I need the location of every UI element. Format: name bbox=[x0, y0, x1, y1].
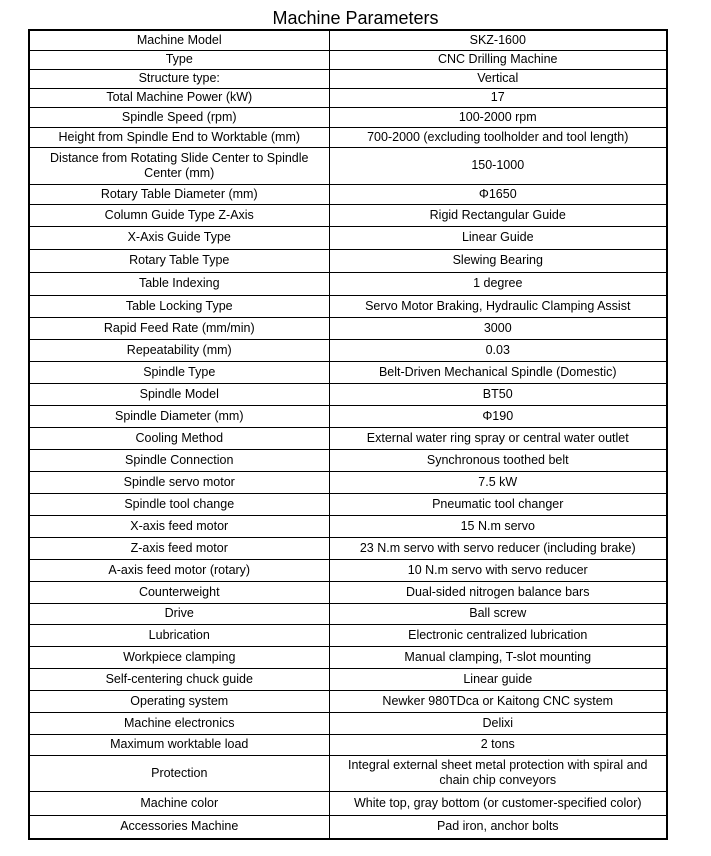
parameter-name-cell: Rotary Table Type bbox=[29, 249, 329, 272]
parameter-name-cell: Spindle Type bbox=[29, 361, 329, 383]
parameter-name-cell: Protection bbox=[29, 755, 329, 791]
table-row bbox=[29, 791, 667, 815]
parameter-name-cell: Distance from Rotating Slide Center to Spindle Center (mm) bbox=[29, 147, 329, 184]
table-row bbox=[29, 88, 667, 107]
parameter-name-cell: A-axis feed motor (rotary) bbox=[29, 559, 329, 581]
parameter-value-cell: Newker 980TDca or Kaitong CNC system bbox=[329, 690, 667, 712]
table-row bbox=[29, 383, 667, 405]
parameter-value-cell: Vertical bbox=[329, 69, 667, 88]
parameter-value-cell: Linear guide bbox=[329, 668, 667, 690]
parameter-value-cell: Synchronous toothed belt bbox=[329, 449, 667, 471]
parameter-name-cell: Accessories Machine bbox=[29, 815, 329, 839]
parameter-name-cell: Rotary Table Diameter (mm) bbox=[29, 184, 329, 204]
parameter-name-cell: Self-centering chuck guide bbox=[29, 668, 329, 690]
parameter-name-cell: Rapid Feed Rate (mm/min) bbox=[29, 317, 329, 339]
table-row bbox=[29, 493, 667, 515]
table-row bbox=[29, 249, 667, 272]
table-row bbox=[29, 107, 667, 127]
table-row bbox=[29, 537, 667, 559]
parameter-value-cell: 100-2000 rpm bbox=[329, 107, 667, 127]
table-row bbox=[29, 471, 667, 493]
parameter-value-cell: 23 N.m servo with servo reducer (including brake) bbox=[329, 537, 667, 559]
parameter-value-cell: Integral external sheet metal protection with spiral and chain chip conveyors bbox=[329, 755, 667, 791]
table-row bbox=[29, 712, 667, 734]
table-row bbox=[29, 30, 667, 50]
parameter-name-cell: Total Machine Power (kW) bbox=[29, 88, 329, 107]
table-row bbox=[29, 427, 667, 449]
parameter-name-cell: Cooling Method bbox=[29, 427, 329, 449]
parameter-value-cell: Φ190 bbox=[329, 405, 667, 427]
parameter-value-cell: Servo Motor Braking, Hydraulic Clamping Assist bbox=[329, 295, 667, 317]
parameter-name-cell: Machine Model bbox=[29, 30, 329, 50]
table-row bbox=[29, 755, 667, 791]
table-row bbox=[29, 449, 667, 471]
parameter-name-cell: X-Axis Guide Type bbox=[29, 226, 329, 249]
parameter-name-cell: Spindle Diameter (mm) bbox=[29, 405, 329, 427]
parameter-value-cell: 3000 bbox=[329, 317, 667, 339]
parameter-value-cell: 1 degree bbox=[329, 272, 667, 295]
parameter-name-cell: Structure type: bbox=[29, 69, 329, 88]
parameter-value-cell: Φ1650 bbox=[329, 184, 667, 204]
table-row bbox=[29, 147, 667, 184]
table-row bbox=[29, 50, 667, 69]
table-row bbox=[29, 668, 667, 690]
parameter-value-cell: CNC Drilling Machine bbox=[329, 50, 667, 69]
parameter-value-cell: 7.5 kW bbox=[329, 471, 667, 493]
table-row bbox=[29, 361, 667, 383]
parameters-table bbox=[28, 29, 668, 840]
parameter-name-cell: Repeatability (mm) bbox=[29, 339, 329, 361]
table-row bbox=[29, 295, 667, 317]
parameter-value-cell: External water ring spray or central water outlet bbox=[329, 427, 667, 449]
parameters-table-body bbox=[29, 30, 667, 839]
table-row bbox=[29, 646, 667, 668]
table-row bbox=[29, 815, 667, 839]
parameter-name-cell: Table Locking Type bbox=[29, 295, 329, 317]
table-row bbox=[29, 69, 667, 88]
table-row bbox=[29, 603, 667, 624]
parameter-name-cell: Operating system bbox=[29, 690, 329, 712]
parameter-name-cell: Machine color bbox=[29, 791, 329, 815]
parameter-value-cell: BT50 bbox=[329, 383, 667, 405]
parameter-value-cell: 10 N.m servo with servo reducer bbox=[329, 559, 667, 581]
parameter-name-cell: Machine electronics bbox=[29, 712, 329, 734]
parameter-name-cell: Spindle Connection bbox=[29, 449, 329, 471]
parameter-value-cell: 2 tons bbox=[329, 734, 667, 755]
parameter-name-cell: Spindle servo motor bbox=[29, 471, 329, 493]
parameter-value-cell: Linear Guide bbox=[329, 226, 667, 249]
parameter-name-cell: Spindle Speed (rpm) bbox=[29, 107, 329, 127]
parameter-name-cell: Table Indexing bbox=[29, 272, 329, 295]
parameter-name-cell: Column Guide Type Z-Axis bbox=[29, 204, 329, 226]
parameter-value-cell: Delixi bbox=[329, 712, 667, 734]
parameter-name-cell: X-axis feed motor bbox=[29, 515, 329, 537]
parameter-value-cell: 15 N.m servo bbox=[329, 515, 667, 537]
table-row bbox=[29, 184, 667, 204]
parameter-name-cell: Spindle Model bbox=[29, 383, 329, 405]
parameter-name-cell: Counterweight bbox=[29, 581, 329, 603]
table-row bbox=[29, 690, 667, 712]
table-row bbox=[29, 272, 667, 295]
table-row bbox=[29, 559, 667, 581]
parameter-value-cell: 17 bbox=[329, 88, 667, 107]
page-title: Machine Parameters bbox=[272, 8, 439, 28]
table-row bbox=[29, 624, 667, 646]
parameter-name-cell: Workpiece clamping bbox=[29, 646, 329, 668]
parameter-name-cell: Type bbox=[29, 50, 329, 69]
parameter-name-cell: Spindle tool change bbox=[29, 493, 329, 515]
parameter-value-cell: SKZ-1600 bbox=[329, 30, 667, 50]
parameter-name-cell: Height from Spindle End to Worktable (mm) bbox=[29, 127, 329, 147]
table-row bbox=[29, 581, 667, 603]
table-row bbox=[29, 204, 667, 226]
parameter-value-cell: White top, gray bottom (or customer-specified color) bbox=[329, 791, 667, 815]
table-row bbox=[29, 127, 667, 147]
parameter-value-cell: 700-2000 (excluding toolholder and tool length) bbox=[329, 127, 667, 147]
parameter-value-cell: Rigid Rectangular Guide bbox=[329, 204, 667, 226]
parameter-name-cell: Drive bbox=[29, 603, 329, 624]
table-row bbox=[29, 405, 667, 427]
parameter-value-cell: Slewing Bearing bbox=[329, 249, 667, 272]
parameter-value-cell: Ball screw bbox=[329, 603, 667, 624]
parameter-name-cell: Z-axis feed motor bbox=[29, 537, 329, 559]
parameter-value-cell: Pneumatic tool changer bbox=[329, 493, 667, 515]
table-row bbox=[29, 339, 667, 361]
parameter-value-cell: Dual-sided nitrogen balance bars bbox=[329, 581, 667, 603]
table-row bbox=[29, 734, 667, 755]
parameter-value-cell: Electronic centralized lubrication bbox=[329, 624, 667, 646]
parameter-value-cell: 150-1000 bbox=[329, 147, 667, 184]
parameter-value-cell: 0.03 bbox=[329, 339, 667, 361]
table-row bbox=[29, 515, 667, 537]
parameter-name-cell: Maximum worktable load bbox=[29, 734, 329, 755]
table-row bbox=[29, 226, 667, 249]
table-row bbox=[29, 317, 667, 339]
parameter-value-cell: Belt-Driven Mechanical Spindle (Domestic) bbox=[329, 361, 667, 383]
parameter-value-cell: Manual clamping, T-slot mounting bbox=[329, 646, 667, 668]
parameter-value-cell: Pad iron, anchor bolts bbox=[329, 815, 667, 839]
parameter-name-cell: Lubrication bbox=[29, 624, 329, 646]
